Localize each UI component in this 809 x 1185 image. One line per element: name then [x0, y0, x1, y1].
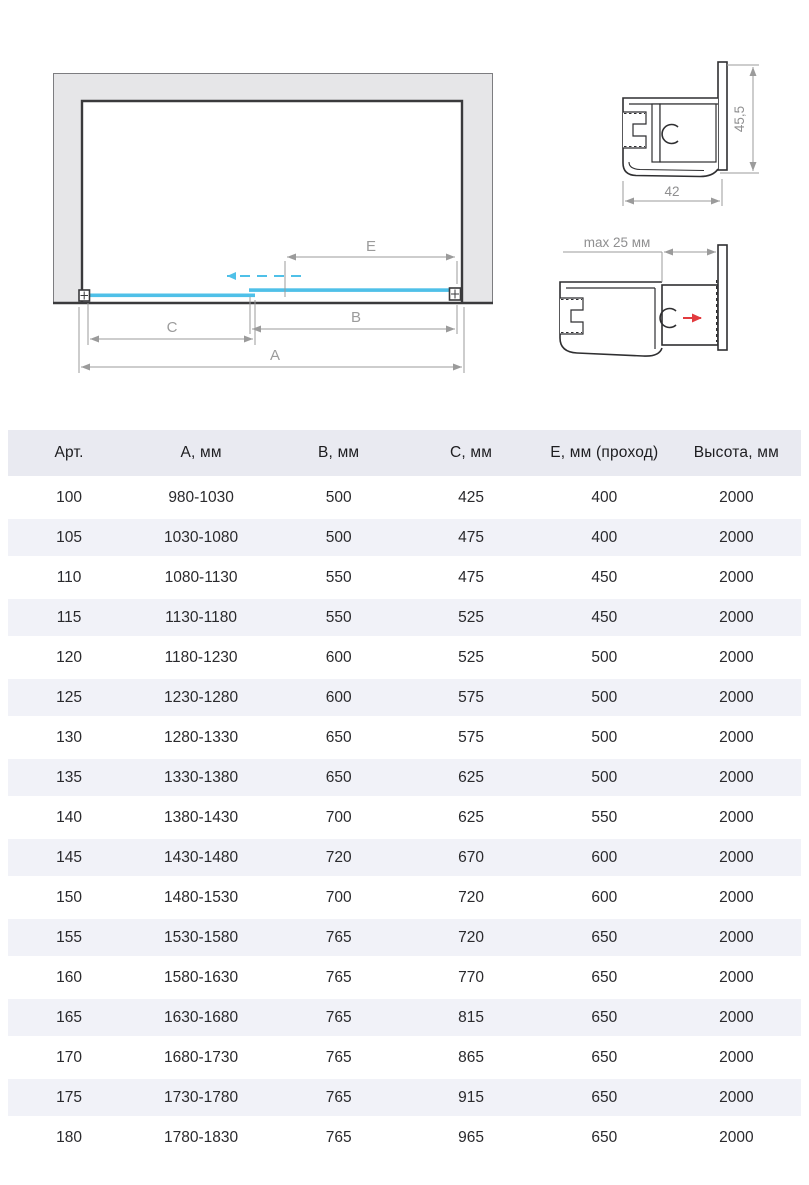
profile-outline: [623, 62, 727, 177]
table-cell: 500: [537, 679, 672, 719]
table-cell: 1730-1780: [130, 1079, 272, 1119]
table-cell: 1430-1480: [130, 839, 272, 879]
size-table-header: [8, 430, 801, 479]
technical-drawing-section: [0, 0, 809, 430]
table-cell: 550: [272, 599, 405, 639]
table-cell: 150: [8, 879, 130, 919]
table-cell: 600: [272, 639, 405, 679]
table-cell: 1330-1380: [130, 759, 272, 799]
table-cell: 1080-1130: [130, 559, 272, 599]
table-cell: 650: [537, 919, 672, 959]
table-cell: 110: [8, 559, 130, 599]
right-wall-bracket: [450, 288, 461, 300]
table-row: [8, 759, 801, 799]
table-cell: 720: [405, 879, 537, 919]
table-cell: 650: [537, 959, 672, 999]
table-cell: 600: [537, 879, 672, 919]
table-cell: 2000: [672, 719, 801, 759]
table-cell: 765: [272, 1079, 405, 1119]
table-cell: 1680-1730: [130, 1039, 272, 1079]
table-row: [8, 799, 801, 839]
table-cell: 2000: [672, 959, 801, 999]
table-row: [8, 1079, 801, 1119]
table-cell: 105: [8, 519, 130, 559]
column-header-e: Е, мм (проход): [537, 430, 672, 479]
dimension-max-25: [563, 252, 716, 282]
table-cell: 1530-1580: [130, 919, 272, 959]
table-cell: 575: [405, 679, 537, 719]
table-cell: 100: [8, 479, 130, 519]
table-cell: 1630-1680: [130, 999, 272, 1039]
table-row: [8, 919, 801, 959]
table-cell: 2000: [672, 1039, 801, 1079]
profile-adjustment-diagram: [545, 230, 795, 370]
table-row: [8, 639, 801, 679]
table-cell: 1480-1530: [130, 879, 272, 919]
table-cell: 865: [405, 1039, 537, 1079]
table-row: [8, 1119, 801, 1159]
table-cell: 2000: [672, 999, 801, 1039]
table-cell: 115: [8, 599, 130, 639]
table-cell: 650: [537, 1079, 672, 1119]
table-cell: 2000: [672, 679, 801, 719]
table-cell: 170: [8, 1039, 130, 1079]
table-cell: 135: [8, 759, 130, 799]
table-cell: 400: [537, 519, 672, 559]
table-cell: 525: [405, 599, 537, 639]
dim-label-max-25: max 25 мм: [583, 235, 651, 250]
table-cell: 2000: [672, 1079, 801, 1119]
table-cell: 2000: [672, 559, 801, 599]
fixed-glass-panel: [88, 294, 255, 298]
table-cell: 2000: [672, 1119, 801, 1159]
table-cell: 125: [8, 679, 130, 719]
table-cell: 500: [537, 759, 672, 799]
table-row: [8, 559, 801, 599]
table-cell: 475: [405, 519, 537, 559]
table-cell: 670: [405, 839, 537, 879]
table-cell: 650: [537, 1039, 672, 1079]
table-cell: 120: [8, 639, 130, 679]
table-cell: 765: [272, 1119, 405, 1159]
table-cell: 980-1030: [130, 479, 272, 519]
table-cell: 1280-1330: [130, 719, 272, 759]
table-cell: 450: [537, 599, 672, 639]
table-cell: 650: [537, 1119, 672, 1159]
table-row: [8, 999, 801, 1039]
column-header-b: В, мм: [272, 430, 405, 479]
table-cell: 2000: [672, 639, 801, 679]
table-cell: 550: [272, 559, 405, 599]
table-cell: 2000: [672, 479, 801, 519]
plan-view-diagram: [0, 0, 540, 400]
table-row: [8, 519, 801, 559]
table-cell: 1030-1080: [130, 519, 272, 559]
size-table-body: [8, 479, 801, 1159]
dim-label-e: E: [365, 238, 377, 255]
column-header-height: Высота, мм: [672, 430, 801, 479]
table-row: [8, 839, 801, 879]
table-cell: 720: [405, 919, 537, 959]
table-cell: 400: [537, 479, 672, 519]
table-cell: 425: [405, 479, 537, 519]
table-cell: 2000: [672, 839, 801, 879]
table-cell: 650: [537, 999, 672, 1039]
table-cell: 1380-1430: [130, 799, 272, 839]
table-cell: 600: [537, 839, 672, 879]
table-cell: 625: [405, 799, 537, 839]
table-cell: 175: [8, 1079, 130, 1119]
table-cell: 475: [405, 559, 537, 599]
table-cell: 500: [272, 479, 405, 519]
table-cell: 165: [8, 999, 130, 1039]
table-cell: 130: [8, 719, 130, 759]
table-cell: 500: [537, 719, 672, 759]
table-row: [8, 719, 801, 759]
table-cell: 765: [272, 999, 405, 1039]
table-cell: 2000: [672, 759, 801, 799]
table-cell: 650: [272, 719, 405, 759]
table-cell: 2000: [672, 919, 801, 959]
table-cell: 720: [272, 839, 405, 879]
table-cell: 140: [8, 799, 130, 839]
table-cell: 770: [405, 959, 537, 999]
table-cell: 450: [537, 559, 672, 599]
table-cell: 180: [8, 1119, 130, 1159]
table-cell: 700: [272, 799, 405, 839]
table-cell: 1230-1280: [130, 679, 272, 719]
table-cell: 525: [405, 639, 537, 679]
table-cell: 160: [8, 959, 130, 999]
column-header-a: А, мм: [130, 430, 272, 479]
table-cell: 765: [272, 1039, 405, 1079]
table-cell: 550: [537, 799, 672, 839]
dim-label-42: 42: [664, 184, 680, 199]
dim-label-a: A: [269, 347, 281, 364]
table-cell: 600: [272, 679, 405, 719]
table-cell: 650: [272, 759, 405, 799]
table-cell: 765: [272, 919, 405, 959]
table-cell: 2000: [672, 879, 801, 919]
column-header-art: Арт.: [8, 430, 130, 479]
table-row: [8, 479, 801, 519]
niche-opening: [83, 101, 462, 302]
dimensions-table-section: [8, 430, 801, 1159]
table-cell: 1580-1630: [130, 959, 272, 999]
table-cell: 145: [8, 839, 130, 879]
table-cell: 500: [537, 639, 672, 679]
table-cell: 965: [405, 1119, 537, 1159]
table-cell: 575: [405, 719, 537, 759]
profile-section-diagram: [600, 50, 809, 215]
left-wall-bracket: [79, 290, 90, 301]
table-row: [8, 679, 801, 719]
sliding-glass-door: [249, 288, 457, 292]
dim-label-c: C: [166, 319, 178, 336]
table-cell: 2000: [672, 519, 801, 559]
table-cell: 1780-1830: [130, 1119, 272, 1159]
table-cell: 500: [272, 519, 405, 559]
table-cell: 1130-1180: [130, 599, 272, 639]
table-cell: 2000: [672, 799, 801, 839]
adjust-profile-outline: [560, 245, 727, 356]
dim-label-45-5: 45,5: [732, 105, 747, 133]
table-cell: 915: [405, 1079, 537, 1119]
table-row: [8, 959, 801, 999]
table-cell: 2000: [672, 599, 801, 639]
table-cell: 155: [8, 919, 130, 959]
table-row: [8, 1039, 801, 1079]
dim-label-b: B: [350, 309, 362, 326]
table-cell: 700: [272, 879, 405, 919]
table-cell: 765: [272, 959, 405, 999]
table-row: [8, 599, 801, 639]
table-cell: 625: [405, 759, 537, 799]
size-table: [8, 430, 801, 1159]
table-cell: 1180-1230: [130, 639, 272, 679]
table-cell: 815: [405, 999, 537, 1039]
column-header-c: С, мм: [405, 430, 537, 479]
table-row: [8, 879, 801, 919]
